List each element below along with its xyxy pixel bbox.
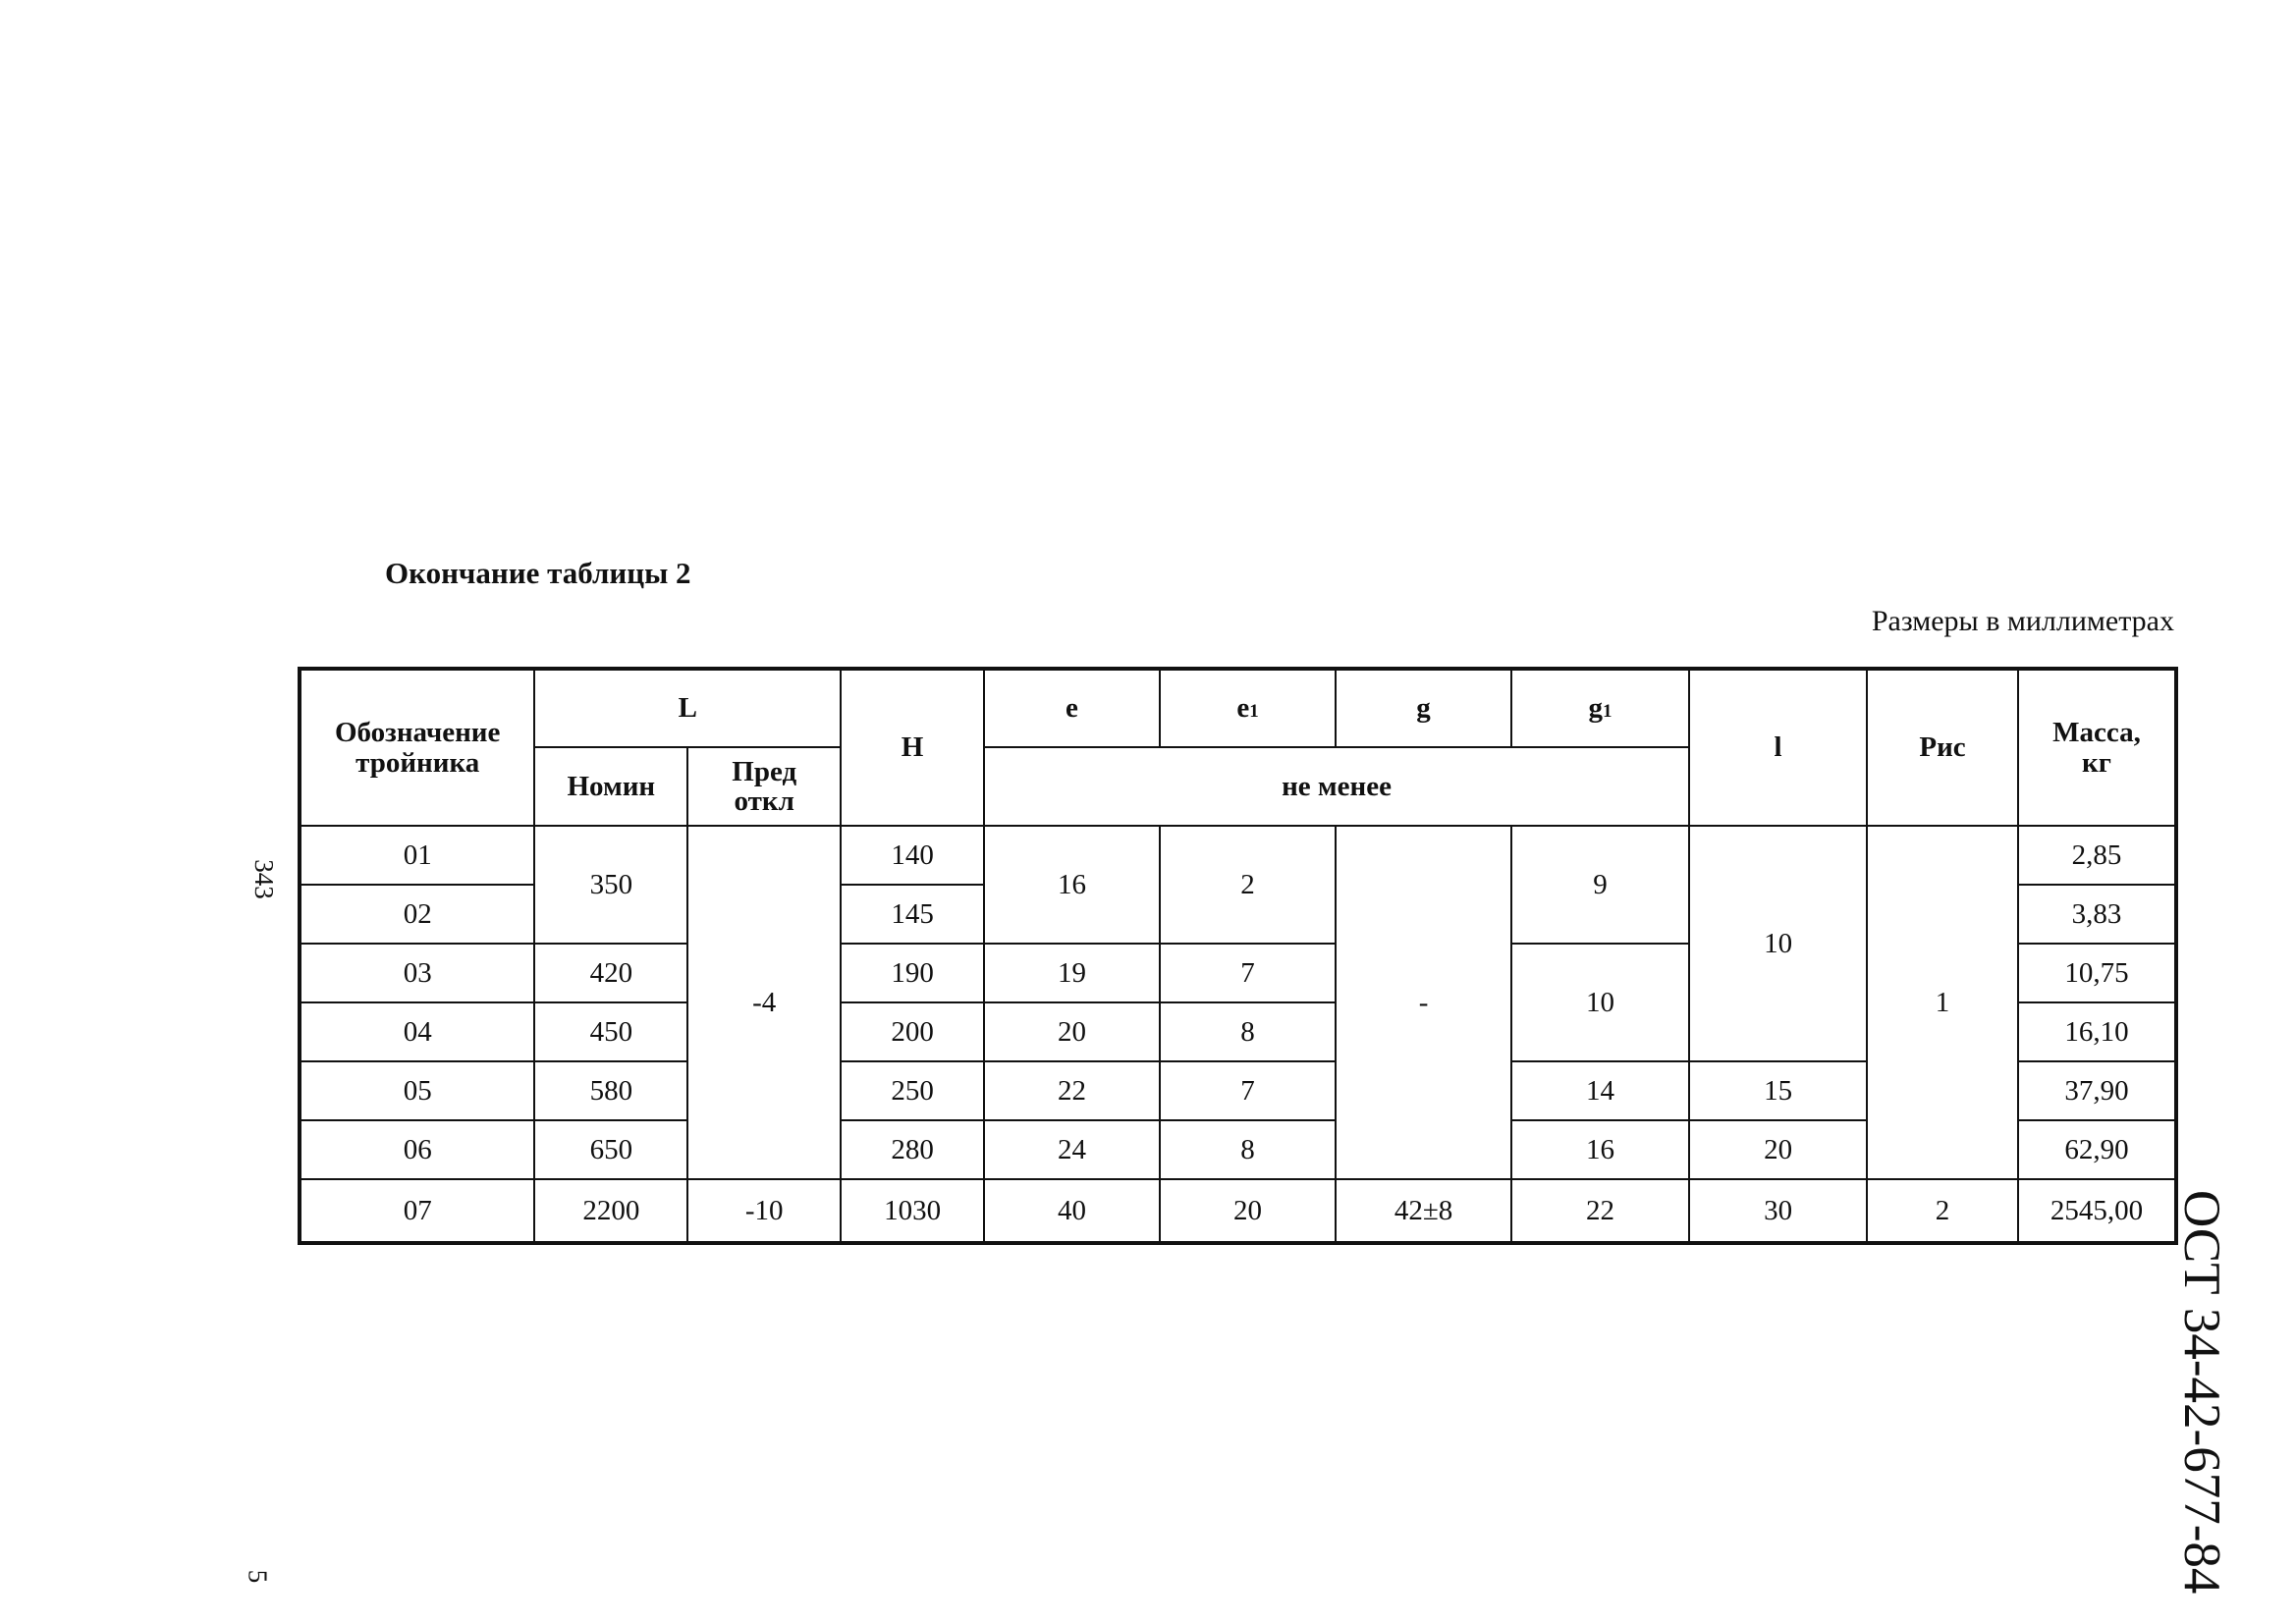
g1-cell: 16 — [1511, 1120, 1689, 1179]
e-cell: 40 — [984, 1179, 1160, 1243]
H-cell: 145 — [841, 885, 984, 944]
e-cell: 20 — [984, 1002, 1160, 1061]
header-pred-otkl: Пред откл — [687, 747, 841, 826]
e1-cell: 7 — [1160, 1061, 1336, 1120]
mass-cell: 10,75 — [2018, 944, 2176, 1002]
l-cell: 30 — [1689, 1179, 1867, 1243]
page-number-bottom: 5 — [243, 1569, 273, 1584]
designation-cell: 05 — [300, 1061, 534, 1120]
g1-cell: 14 — [1511, 1061, 1689, 1120]
designation-cell: 01 — [300, 826, 534, 885]
designation-cell: 06 — [300, 1120, 534, 1179]
e1-cell: 8 — [1160, 1120, 1336, 1179]
designation-cell: 03 — [300, 944, 534, 1002]
mass-cell: 37,90 — [2018, 1061, 2176, 1120]
H-cell: 200 — [841, 1002, 984, 1061]
header-H: H — [841, 669, 984, 826]
L-nom-cell: 2200 — [534, 1179, 687, 1243]
e1-cell: 7 — [1160, 944, 1336, 1002]
header-e: e — [984, 669, 1160, 747]
L-nom-cell: 650 — [534, 1120, 687, 1179]
l-cell: 20 — [1689, 1120, 1867, 1179]
g-cell: 42±8 — [1336, 1179, 1511, 1243]
e1-cell: 2 — [1160, 826, 1336, 944]
units-note: Размеры в миллиметрах — [1871, 605, 2174, 637]
header-mass: Масса, кг — [2018, 669, 2176, 826]
header-not-less: не менее — [984, 747, 1689, 826]
L-dev-cell: -4 — [687, 826, 841, 1179]
g1-cell: 22 — [1511, 1179, 1689, 1243]
fig-cell: 1 — [1867, 826, 2018, 1179]
header-g1: g1 — [1511, 669, 1689, 747]
l-cell: 15 — [1689, 1061, 1867, 1120]
table-row — [300, 1179, 2176, 1243]
H-cell: 250 — [841, 1061, 984, 1120]
header-l: l — [1689, 669, 1867, 826]
L-dev-cell: -10 — [687, 1179, 841, 1243]
L-nom-cell: 450 — [534, 1002, 687, 1061]
header-L: L — [534, 669, 841, 747]
header-designation: Обозначение тройника — [300, 669, 534, 826]
designation-cell: 04 — [300, 1002, 534, 1061]
mass-cell: 2545,00 — [2018, 1179, 2176, 1243]
fig-cell: 2 — [1867, 1179, 2018, 1243]
g1-cell: 10 — [1511, 944, 1689, 1061]
L-nom-cell: 420 — [534, 944, 687, 1002]
e1-cell: 20 — [1160, 1179, 1336, 1243]
L-nom-cell: 580 — [534, 1061, 687, 1120]
dimensions-table — [298, 667, 2178, 1245]
header-nomin: Номин — [534, 747, 687, 826]
designation-cell: 07 — [300, 1179, 534, 1243]
g1-cell: 9 — [1511, 826, 1689, 944]
mass-cell: 16,10 — [2018, 1002, 2176, 1061]
l-cell: 10 — [1689, 826, 1867, 1061]
g-cell: - — [1336, 826, 1511, 1179]
H-cell: 190 — [841, 944, 984, 1002]
designation-cell: 02 — [300, 885, 534, 944]
mass-cell: 62,90 — [2018, 1120, 2176, 1179]
mass-cell: 2,85 — [2018, 826, 2176, 885]
H-cell: 140 — [841, 826, 984, 885]
e-cell: 19 — [984, 944, 1160, 1002]
header-fig: Рис — [1867, 669, 2018, 826]
e-cell: 24 — [984, 1120, 1160, 1179]
e-cell: 16 — [984, 826, 1160, 944]
header-e1: e1 — [1160, 669, 1336, 747]
header-g: g — [1336, 669, 1511, 747]
L-nom-cell: 350 — [534, 826, 687, 944]
mass-cell: 3,83 — [2018, 885, 2176, 944]
page-number-left: 343 — [248, 859, 279, 899]
table-caption: Окончание таблицы 2 — [385, 556, 691, 590]
table-row — [300, 826, 2176, 885]
e-cell: 22 — [984, 1061, 1160, 1120]
H-cell: 1030 — [841, 1179, 984, 1243]
H-cell: 280 — [841, 1120, 984, 1179]
e1-cell: 8 — [1160, 1002, 1336, 1061]
